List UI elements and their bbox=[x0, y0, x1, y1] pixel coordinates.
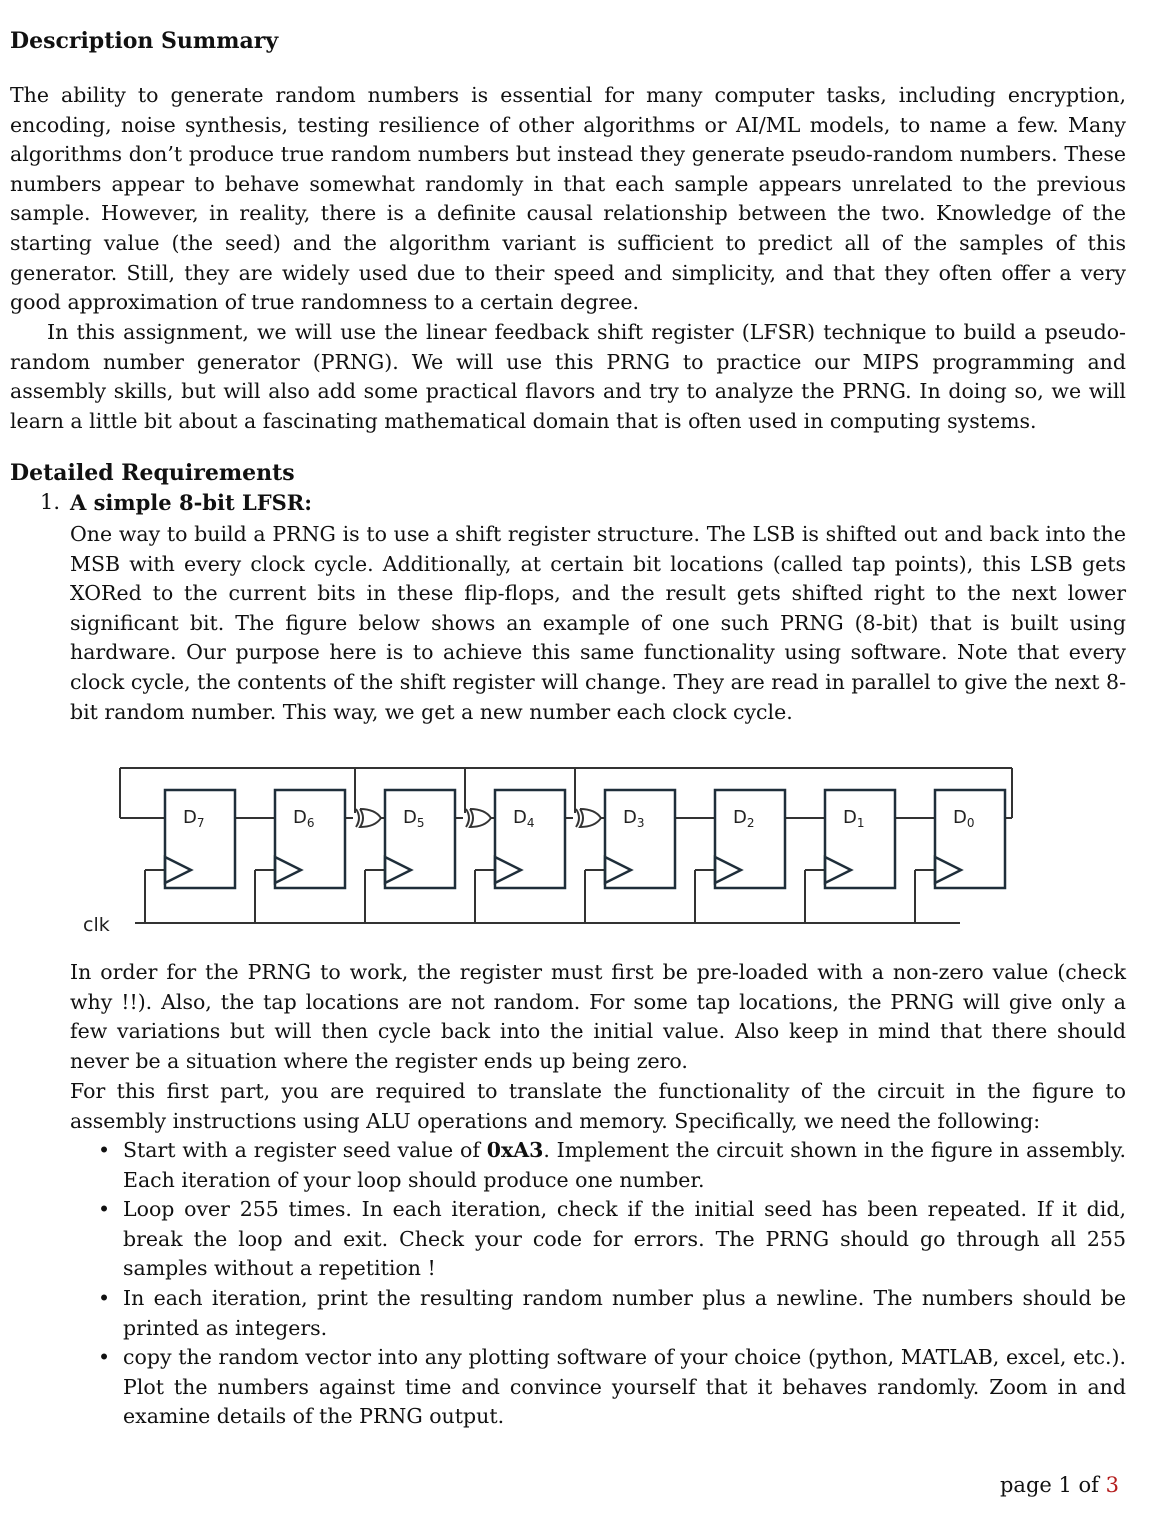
flip-flop-label: $D_7$ bbox=[183, 807, 205, 830]
lfsr-circuit-diagram bbox=[80, 760, 1020, 940]
requirements-list bbox=[98, 1136, 1126, 1432]
seed-value: 0xA3 bbox=[486, 1138, 544, 1162]
flip-flop-D6 bbox=[275, 790, 345, 888]
list-item: • copy the random vector into any plotting software of your choice (python, MATLAB, excel, etc.). Plot the numbers against time and convince yourself that it behaves randomly. Zoom in and examine details of the PRNG output. bbox=[98, 1343, 1126, 1432]
flip-flop-D4 bbox=[495, 790, 565, 888]
item-number: 1. bbox=[40, 490, 61, 514]
xor-gate-icon bbox=[576, 809, 579, 827]
flip-flop-D2 bbox=[715, 790, 785, 888]
flip-flop-label: $D_5$ bbox=[403, 807, 425, 830]
item1-paragraph-1: One way to build a PRNG is to use a shift register structure. The LSB is shifted out and back into the MSB with every clock cycle. Additionally, at certain bit locations (called tap points), this LSB gets XORed to the current bits in these flip-flops, and the result gets shifted right to the next lower significant bit. The figure below shows an example of one such PRNG (8-bit) that is built using hardware. Our purpose here is to achieve this same functionality using software. Note that every clock cycle, the contents of the shift register will change. They are read in parallel to give the next 8-bit random number. This way, we get a new number each clock cycle. bbox=[70, 522, 1126, 724]
xor-gate-icon bbox=[360, 809, 381, 827]
list-item: • In each iteration, print the resulting random number plus a newline. The numbers should be printed as integers. bbox=[98, 1284, 1126, 1343]
page-total-link[interactable]: 3 bbox=[1105, 1473, 1119, 1497]
list-item: • Start with a register seed value of 0xA3. Implement the circuit shown in the figure in assembly. Each iteration of your loop should produce one number. bbox=[98, 1136, 1126, 1195]
heading-detailed-requirements: Detailed Requirements bbox=[10, 460, 295, 486]
item-title: A simple 8-bit LFSR: bbox=[70, 490, 313, 515]
summary-paragraph-1: The ability to generate random numbers is essential for many computer tasks, including encryption, encoding, noise synthesis, testing resilience of other algorithms or AI/ML models, to name a few. Many algorithms don’t produce true random numbers but instead they generate pseudo-random numbers. These numbers appear to behave somewhat randomly in that each sample appears unrelated to the previous sample. However, in reality, there is a definite causal relationship between the two. Knowledge of the starting value (the seed) and the algorithm variant is sufficient to predict all of the samples of this generator. Still, they are widely used due to their speed and simplicity, and that they often offer a very good approximation of true randomness to a certain degree. bbox=[10, 83, 1126, 315]
list-item: • Loop over 255 times. In each iteration, check if the initial seed has been repeated. If it did, break the loop and exit. Check your code for errors. The PRNG should go through all 255 samples without a repetition ! bbox=[98, 1195, 1126, 1284]
flip-flop-label: $D_3$ bbox=[623, 807, 645, 830]
flip-flop-D7 bbox=[165, 790, 235, 888]
item1-paragraph-3: For this first part, you are required to translate the functionality of the circuit in the figure to assembly instructions using ALU operations and memory. Specifically, we need the following: bbox=[70, 1079, 1126, 1133]
flip-flop-D0 bbox=[935, 790, 1005, 888]
item1-paragraph-2: In order for the PRNG to work, the register must first be pre-loaded with a non-zero value (check why !!). Also, the tap locations are not random. For some tap locations, the PRNG will give only a few variations but will then cycle back into the initial value. Also keep in mind that there should never be a situation where the register ends up being zero. bbox=[70, 960, 1126, 1073]
heading-description-summary: Description Summary bbox=[10, 28, 279, 54]
xor-gate-icon bbox=[580, 809, 601, 827]
summary-paragraph-2: In this assignment, we will use the linear feedback shift register (LFSR) technique to build a pseudo-random number generator (PRNG). We will use this PRNG to practice our MIPS programming and assembly skills, but will also add some practical flavors and try to analyze the PRNG. In doing so, we will learn a little bit about a fascinating mathematical domain that is often used in computing systems. bbox=[10, 320, 1126, 433]
flip-flop-label: $D_6$ bbox=[293, 807, 315, 830]
flip-flop-D5 bbox=[385, 790, 455, 888]
xor-gate-icon bbox=[470, 809, 491, 827]
flip-flop-D1 bbox=[825, 790, 895, 888]
flip-flop-label: $D_0$ bbox=[953, 807, 975, 830]
flip-flop-label: $D_1$ bbox=[843, 807, 865, 830]
flip-flop-label: $D_4$ bbox=[513, 807, 535, 830]
xor-gate-icon bbox=[466, 809, 469, 827]
clk-label: clk bbox=[83, 914, 110, 936]
page-label: page 1 of bbox=[999, 1473, 1106, 1497]
flip-flop-label: $D_2$ bbox=[733, 807, 755, 830]
page-footer bbox=[1000, 1473, 1119, 1497]
flip-flop-D3 bbox=[605, 790, 675, 888]
xor-gate-icon bbox=[356, 809, 359, 827]
